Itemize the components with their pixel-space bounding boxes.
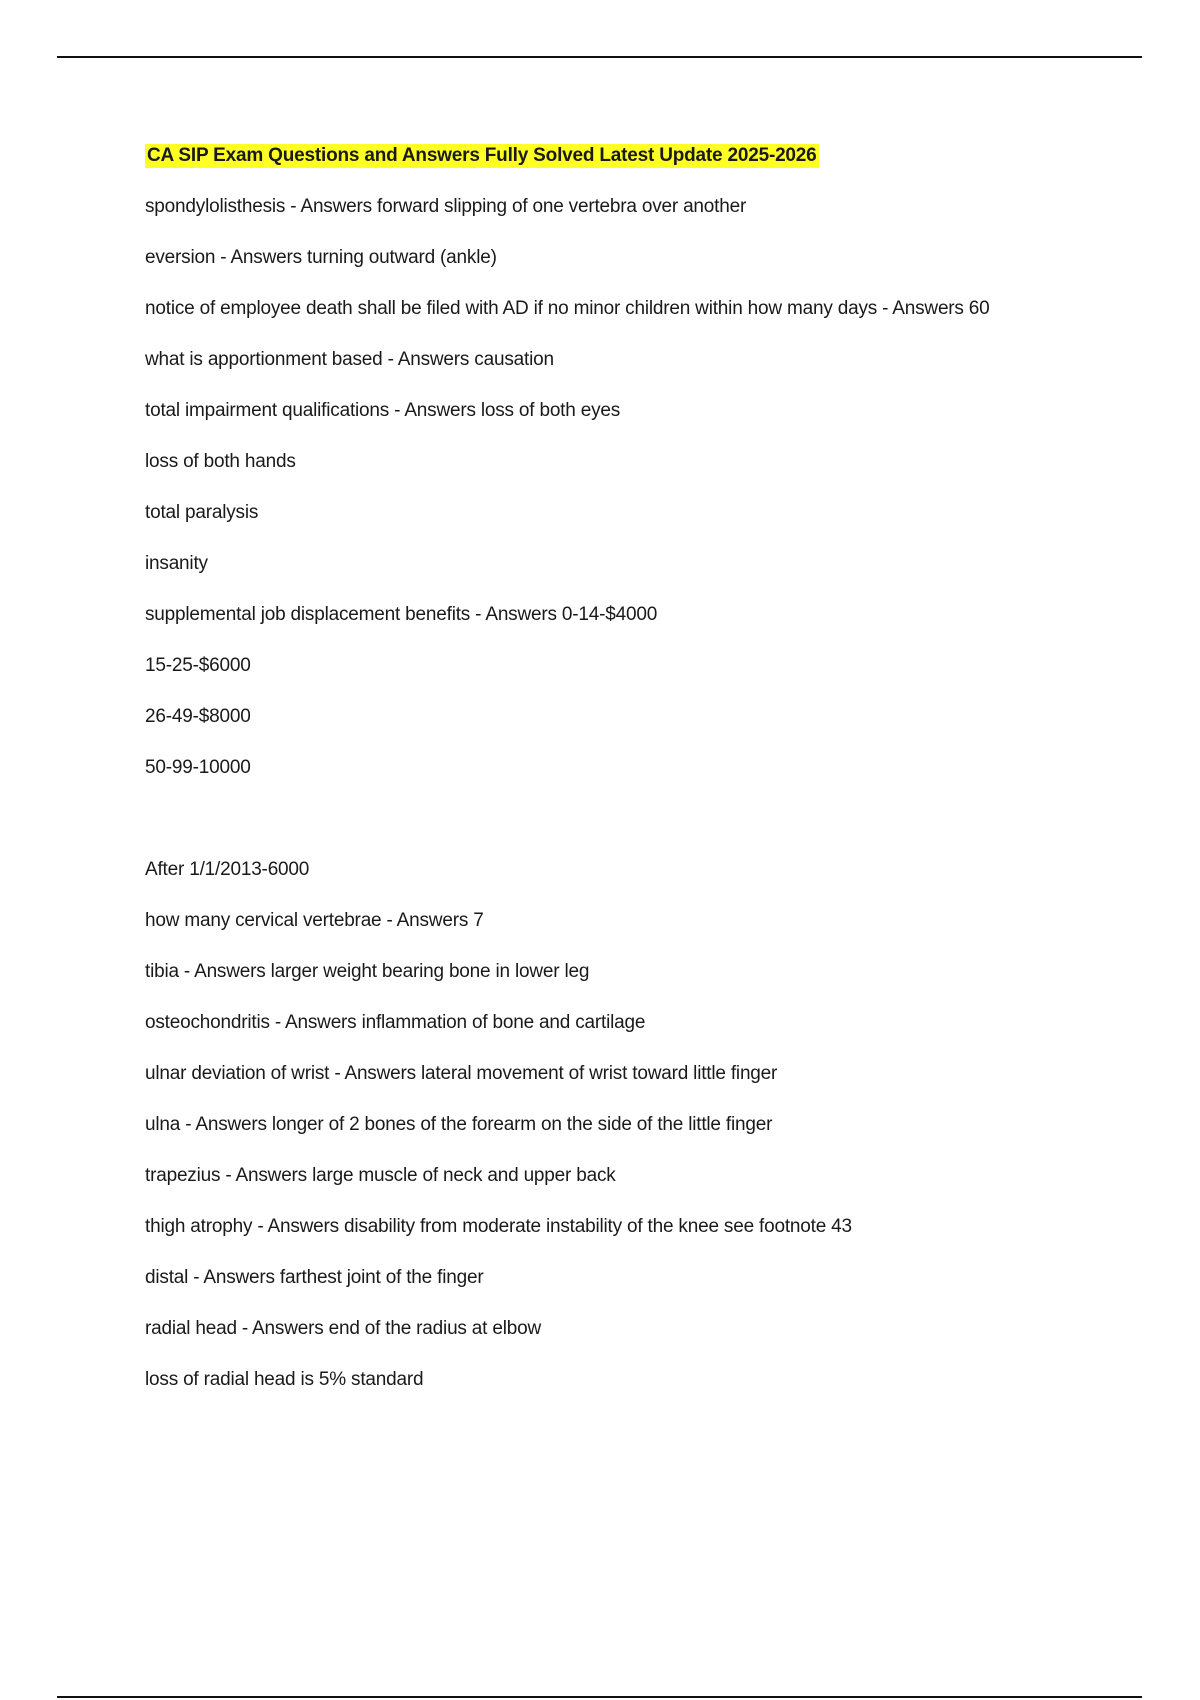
qa-list	[145, 195, 1145, 1392]
qa-line: supplemental job displacement benefits - Answers 0-14-$4000	[145, 604, 658, 625]
qa-line: total impairment qualifications - Answers loss of both eyes	[145, 400, 621, 421]
qa-line: tibia - Answers larger weight bearing bone in lower leg	[145, 961, 590, 982]
qa-line: 50-99-10000	[145, 757, 251, 778]
qa-line: how many cervical vertebrae - Answers 7	[145, 910, 484, 931]
qa-line: After 1/1/2013-6000	[145, 859, 310, 880]
qa-line: radial head - Answers end of the radius at elbow	[145, 1318, 541, 1339]
qa-line: insanity	[145, 553, 208, 574]
qa-line: loss of radial head is 5% standard	[145, 1369, 424, 1390]
qa-line: thigh atrophy - Answers disability from moderate instability of the knee see footnote 43	[145, 1216, 852, 1237]
qa-line: notice of employee death shall be filed with AD if no minor children within how many days - Answers 60	[145, 298, 990, 319]
bottom-rule	[57, 1696, 1142, 1698]
qa-line: 15-25-$6000	[145, 655, 251, 676]
qa-line: distal - Answers farthest joint of the finger	[145, 1267, 484, 1288]
qa-line: osteochondritis - Answers inflammation of bone and cartilage	[145, 1012, 646, 1033]
qa-line: 26-49-$8000	[145, 706, 251, 727]
blank-line	[145, 807, 1145, 858]
qa-line: trapezius - Answers large muscle of neck and upper back	[145, 1165, 616, 1186]
document-page	[145, 144, 1145, 1419]
qa-line: total paralysis	[145, 502, 259, 523]
qa-line: loss of both hands	[145, 451, 296, 472]
top-rule	[57, 56, 1142, 58]
document-title: CA SIP Exam Questions and Answers Fully Solved Latest Update 2025-2026	[147, 145, 817, 166]
qa-line: what is apportionment based - Answers causation	[145, 349, 554, 370]
qa-line: ulna - Answers longer of 2 bones of the forearm on the side of the little finger	[145, 1114, 773, 1135]
qa-line: ulnar deviation of wrist - Answers lateral movement of wrist toward little finger	[145, 1063, 778, 1084]
qa-line: spondylolisthesis - Answers forward slipping of one vertebra over another	[145, 196, 747, 217]
qa-line: eversion - Answers turning outward (ankle)	[145, 247, 497, 268]
